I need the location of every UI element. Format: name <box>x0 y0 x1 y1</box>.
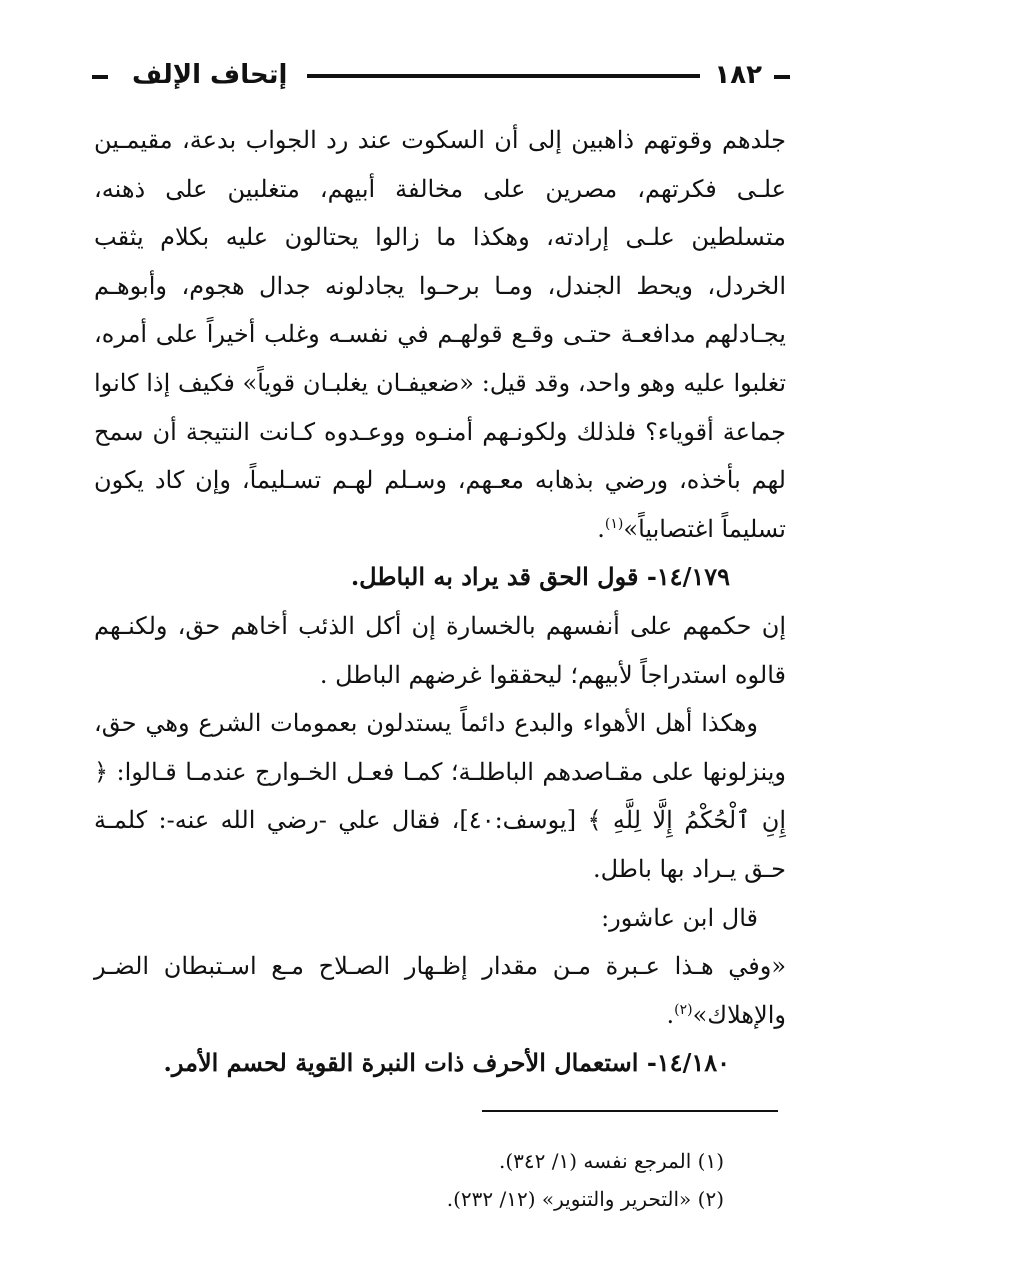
footnote-1: (١) المرجع نفسه (١/ ٣٤٢). <box>498 1149 724 1173</box>
paragraph-ibn-ashur: قال ابن عاشور: <box>601 903 758 932</box>
paragraph-judgment: إن حكمهم على أنفسهم بالخسارة إن أكل الذئب أخاهم حق، ولكنـهم قالوه استدراجاً لأبيهم؛ ليحققوا غرضهم الباطل . <box>94 611 786 689</box>
footnote-ref-2: (٢) <box>674 1001 693 1018</box>
section-heading-179 <box>94 553 786 602</box>
header-dash-right <box>774 75 790 79</box>
main-text <box>94 116 786 1088</box>
header-dash-left <box>92 75 108 79</box>
page-number: ١٨٢ <box>714 60 762 90</box>
paragraph-quote: «وفي هـذا عـبرة مـن مقدار إظـهار الصـلاح مـع اسـتبطان الضـر والإهلاك»$^{(٢)}$. <box>94 952 787 1029</box>
page-header <box>92 58 792 94</box>
footnotes <box>300 1142 724 1218</box>
section-title: قول الحق قد يراد به الباطل. <box>350 562 639 592</box>
book-title: إتحاف الإلف <box>132 60 288 90</box>
section-title: استعمال الأحرف ذات النبرة القوية لحسم الأمر. <box>163 1048 639 1078</box>
footnote-separator <box>482 1110 778 1112</box>
paragraph-innovators: وهكذا أهل الأهواء والبدع دائماً يستدلون بعمومات الشرع وهي حق، وينزلونها على مقـاصدهم الباطلـة؛ كمـا فعـل الخـوارج عندمـا قـالوا: ﴿ إِنِ ٱلْحُكْمُ إِلَّا لِلَّهِ ﴾ [يوسف:٤٠]، فقال علي -رضي الله عنه-: كلمـة حـق يـراد بها باطل. <box>94 709 786 883</box>
footnote-ref-1: (١) <box>604 515 624 532</box>
header-rule <box>307 74 700 78</box>
footnote-2: (٢) «التحرير والتنوير» (١٢/ ٢٣٢). <box>446 1187 724 1211</box>
section-heading-180 <box>94 1039 786 1088</box>
section-number: ١٤/١٧٩- <box>646 562 730 592</box>
paragraph-quote-continuation: جلدهم وقوتهم ذاهبين إلى أن السكوت عند رد الجواب بدعة، مقيمـين علـى فكرتهم، مصرين على مخالفة أبيهم، متغلبين على ذهنه، متسلطين علـى إرادته، وهكذا ما زالوا يحتالون عليه بكلام يثقب الخردل، ويحط الجندل، ومـا برحـوا يجادلونه جدال هجوم، وأبوهـم يجـادلهم مدافعـة حتـى وقـع قولهـم في نفسـه وغلب أخيراً على أمره، تغلبوا عليه وهو واحد، وقد قيل: «ضعيفـان يغلبـان قوياً» فكيف إذا كانوا جماعة أقوياء؟ فلذلك ولكونـهم أمنـوه ووعـدوه كـانت النتيجة أن سمح لهم بأخذه، ورضي بذهابه معـهم، وسـلم لهـم تسـليماً، وإن كاد يكون تسليماً اغتصابياً»$^{(١)}$. <box>94 126 786 543</box>
section-number: ١٤/١٨٠- <box>646 1048 730 1078</box>
